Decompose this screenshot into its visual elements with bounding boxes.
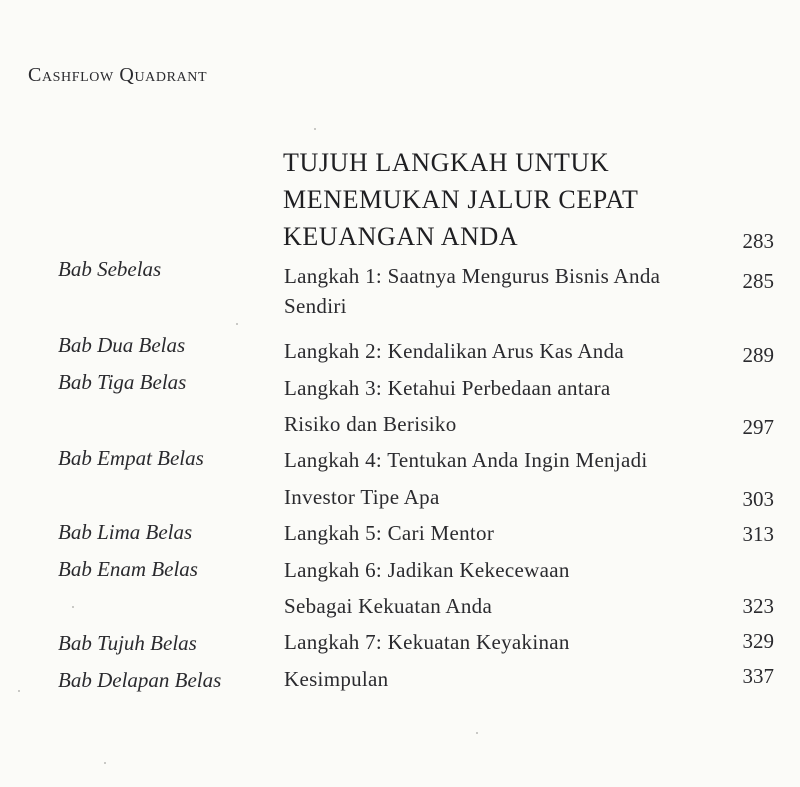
chapter-label: Bab Sebelas bbox=[58, 257, 162, 281]
chapter-page-number: 303 bbox=[742, 487, 774, 511]
scan-speck bbox=[72, 606, 74, 608]
chapter-title: Langkah 2: Kendalikan Arus Kas Anda bbox=[284, 339, 625, 363]
chapter-page-number: 337 bbox=[742, 664, 774, 688]
chapter-page-number: 323 bbox=[742, 594, 774, 618]
scan-speck bbox=[236, 323, 238, 325]
chapter-title: Langkah 1: Saatnya Mengurus Bisnis Anda bbox=[284, 264, 661, 288]
part-heading-line: MENEMUKAN JALUR CEPAT bbox=[283, 185, 639, 214]
chapter-label: Bab Lima Belas bbox=[58, 520, 193, 544]
chapter-label: Bab Tiga Belas bbox=[58, 370, 187, 394]
chapter-page-number: 297 bbox=[742, 415, 774, 439]
running-head: Cashflow Quadrant bbox=[28, 64, 208, 86]
scan-speck bbox=[104, 762, 106, 764]
part-heading bbox=[283, 144, 638, 255]
chapter-title: Langkah 4: Tentukan Anda Ingin Menjadi bbox=[284, 448, 648, 472]
chapter-title-continued: Risiko dan Berisiko bbox=[284, 412, 457, 436]
chapter-label: Bab Delapan Belas bbox=[58, 668, 222, 692]
chapter-label: Bab Empat Belas bbox=[58, 446, 204, 470]
chapter-page-number: 285 bbox=[742, 269, 774, 293]
chapter-title-continued: Sebagai Kekuatan Anda bbox=[284, 594, 493, 618]
chapter-page-number: 289 bbox=[742, 343, 774, 367]
chapter-title: Kesimpulan bbox=[284, 667, 389, 691]
chapter-label: Bab Enam Belas bbox=[58, 557, 198, 581]
chapter-title: Langkah 5: Cari Mentor bbox=[284, 521, 495, 545]
chapter-label: Bab Dua Belas bbox=[58, 333, 186, 357]
part-heading-line: KEUANGAN ANDA bbox=[283, 222, 519, 251]
scan-speck bbox=[18, 690, 20, 692]
chapter-title-continued: Investor Tipe Apa bbox=[284, 485, 440, 509]
chapter-title: Langkah 6: Jadikan Kekecewaan bbox=[284, 558, 570, 582]
chapter-page-number: 329 bbox=[742, 629, 774, 653]
chapter-title: Langkah 7: Kekuatan Keyakinan bbox=[284, 630, 570, 654]
chapter-page-number: 313 bbox=[742, 522, 774, 546]
chapter-title: Langkah 3: Ketahui Perbedaan antara bbox=[284, 376, 611, 400]
chapter-label: Bab Tujuh Belas bbox=[58, 631, 197, 655]
part-heading-line: TUJUH LANGKAH UNTUK bbox=[283, 148, 610, 177]
scan-speck bbox=[476, 732, 478, 734]
scan-speck bbox=[314, 128, 316, 130]
chapter-title-continued: Sendiri bbox=[284, 294, 347, 318]
part-page-number: 283 bbox=[742, 229, 774, 253]
